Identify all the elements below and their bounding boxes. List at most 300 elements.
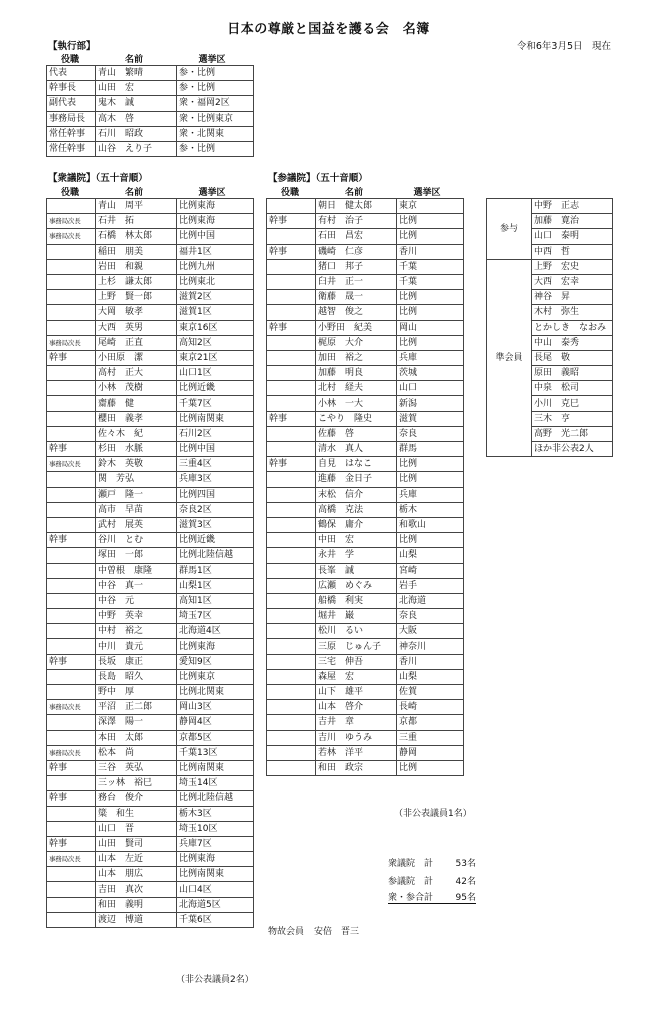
member-name: 上野 賢一郎: [96, 290, 177, 305]
jun-member-label: 準会員: [487, 259, 532, 456]
member-name: 三宅 伸吾: [316, 654, 397, 669]
member-name: 小川 克巳: [532, 396, 613, 411]
sangiin-row: [267, 457, 464, 472]
member-role: [47, 639, 96, 654]
member-name: 越智 俊之: [316, 305, 397, 320]
shugiin-row: [47, 442, 254, 457]
member-district: 新潟: [397, 396, 464, 411]
member-name: 三ッ林 裕巳: [96, 776, 177, 791]
member-role: [47, 624, 96, 639]
total-all-value: 95名: [455, 893, 476, 903]
member-role: [267, 548, 316, 563]
member-name: 加藤 明良: [316, 366, 397, 381]
member-district: 岩手: [397, 578, 464, 593]
shugiin-row: [47, 366, 254, 381]
member-role: [47, 669, 96, 684]
member-district: 比例中国: [177, 229, 254, 244]
member-role: 事務局次長: [47, 745, 96, 760]
shugiin-table: [46, 198, 254, 928]
member-district: 比例: [397, 229, 464, 244]
member-name: 高野 光二郎: [532, 426, 613, 441]
total-sangiin: [388, 874, 476, 887]
shugiin-row: [47, 411, 254, 426]
member-district: 比例近畿: [177, 381, 254, 396]
member-district: 兵庫: [397, 350, 464, 365]
col-role: 役職: [60, 188, 79, 198]
member-role: [47, 563, 96, 578]
total-sangiin-value: 42名: [455, 877, 476, 887]
member-district: 大阪: [397, 624, 464, 639]
shugiin-row: [47, 836, 254, 851]
member-name: 森屋 宏: [316, 669, 397, 684]
shugiin-row: [47, 305, 254, 320]
member-name: 齋藤 健: [96, 396, 177, 411]
member-district: 比例: [397, 214, 464, 229]
deceased-member: [268, 924, 359, 937]
sangiin-row: [267, 487, 464, 502]
executive-row: [47, 66, 254, 81]
member-role: [267, 609, 316, 624]
member-district: 比例東海: [177, 199, 254, 214]
sangiin-row: [267, 760, 464, 775]
shugiin-row: [47, 533, 254, 548]
sangiin-row: [267, 639, 464, 654]
member-district: 奈良: [397, 609, 464, 624]
member-role: 事務局次長: [47, 700, 96, 715]
sangiin-row: [267, 715, 464, 730]
member-district: 三重4区: [177, 457, 254, 472]
member-role: 幹事: [47, 442, 96, 457]
sangiin-row: [267, 366, 464, 381]
member-role: [267, 685, 316, 700]
member-role: [267, 502, 316, 517]
shugiin-row: [47, 821, 254, 836]
member-role: 幹事: [267, 214, 316, 229]
sangiin-row: [267, 745, 464, 760]
member-role: 幹事: [47, 791, 96, 806]
member-district: 比例北関東: [177, 685, 254, 700]
shugiin-row: [47, 487, 254, 502]
shugiin-row: [47, 320, 254, 335]
member-district: 比例南関東: [177, 867, 254, 882]
member-role: [47, 715, 96, 730]
member-district: 千葉: [397, 274, 464, 289]
member-role: [267, 442, 316, 457]
member-name: 中西 哲: [532, 244, 613, 259]
member-role: [47, 290, 96, 305]
member-district: 三重: [397, 730, 464, 745]
member-name: 武村 展英: [96, 517, 177, 532]
member-role: 幹事: [267, 320, 316, 335]
member-role: [47, 487, 96, 502]
deceased-label: 物故会員: [268, 927, 305, 937]
member-name: 三谷 英弘: [96, 760, 177, 775]
member-role: [267, 533, 316, 548]
sangiin-row: [267, 442, 464, 457]
member-role: [47, 897, 96, 912]
col-role: 役職: [60, 55, 79, 65]
executive-row: [47, 111, 254, 126]
member-district: 山口4区: [177, 882, 254, 897]
member-district: 兵庫7区: [177, 836, 254, 851]
member-name: 松本 尚: [96, 745, 177, 760]
member-role: [267, 700, 316, 715]
member-district: 滋賀2区: [177, 290, 254, 305]
member-name: 平沼 正二郎: [96, 700, 177, 715]
sangiin-row: [267, 229, 464, 244]
shugiin-row: [47, 593, 254, 608]
member-name: 神谷 昇: [532, 290, 613, 305]
member-role: 事務局次長: [47, 214, 96, 229]
member-role: 幹事: [47, 533, 96, 548]
page-title: 日本の尊厳と国益を護る会 名簿: [227, 22, 430, 37]
member-role: [267, 517, 316, 532]
member-district: 宮崎: [397, 563, 464, 578]
member-role: [267, 381, 316, 396]
shugiin-row: [47, 517, 254, 532]
jun-member-row: [487, 259, 613, 274]
sangiin-row: [267, 426, 464, 441]
sangiin-row: [267, 290, 464, 305]
member-name: 中曽根 康隆: [96, 563, 177, 578]
member-name: 山口 晋: [96, 821, 177, 836]
total-all-label: 衆・参合計: [388, 893, 434, 903]
shugiin-row: [47, 715, 254, 730]
member-role: [267, 472, 316, 487]
sangiin-row: [267, 517, 464, 532]
member-district: 東京16区: [177, 320, 254, 335]
member-role: [47, 912, 96, 927]
member-role: [47, 381, 96, 396]
member-district: 和歌山: [397, 517, 464, 532]
member-name: 山谷 えり子: [96, 141, 177, 156]
member-name: 衛藤 晟一: [316, 290, 397, 305]
member-role: [47, 305, 96, 320]
executive-table: [46, 65, 254, 157]
member-name: ほか非公表2人: [532, 442, 613, 457]
sangiin-row: [267, 259, 464, 274]
sangiin-row: [267, 624, 464, 639]
member-district: 埼玉10区: [177, 821, 254, 836]
sangiin-note: （非公表議員1名）: [394, 809, 472, 819]
shugiin-row: [47, 745, 254, 760]
member-district: 栃木: [397, 502, 464, 517]
member-district: 衆・福岡2区: [177, 96, 254, 111]
member-name: 吉川 ゆうみ: [316, 730, 397, 745]
shugiin-note: （非公表議員2名）: [176, 975, 254, 985]
member-district: 参・比例: [177, 141, 254, 156]
member-name: 中野 英幸: [96, 609, 177, 624]
member-district: 静岡4区: [177, 715, 254, 730]
member-district: 滋賀3区: [177, 517, 254, 532]
member-role: [267, 366, 316, 381]
member-role: [267, 624, 316, 639]
shugiin-row: [47, 199, 254, 214]
member-role: [47, 426, 96, 441]
shugiin-row: [47, 806, 254, 821]
member-district: 神奈川: [397, 639, 464, 654]
member-name: 中谷 真一: [96, 578, 177, 593]
member-name: 櫻田 義孝: [96, 411, 177, 426]
sangiin-row: [267, 548, 464, 563]
member-name: 石田 昌宏: [316, 229, 397, 244]
advisors-table: [486, 198, 613, 457]
member-name: 和田 政宗: [316, 760, 397, 775]
sangiin-row: [267, 305, 464, 320]
sangiin-row: [267, 700, 464, 715]
shugiin-row: [47, 214, 254, 229]
member-role: [47, 593, 96, 608]
member-name: 朝日 健太郎: [316, 199, 397, 214]
member-district: 比例: [397, 335, 464, 350]
member-role: [267, 487, 316, 502]
member-name: 中山 泰秀: [532, 335, 613, 350]
member-name: 和田 義明: [96, 897, 177, 912]
member-role: [47, 274, 96, 289]
member-name: 野中 厚: [96, 685, 177, 700]
member-role: [267, 654, 316, 669]
member-role: [267, 639, 316, 654]
deceased-name: 安倍 晋三: [314, 927, 360, 937]
sangiin-row: [267, 609, 464, 624]
member-district: 比例: [397, 290, 464, 305]
member-district: 石川2区: [177, 426, 254, 441]
sangiin-row: [267, 244, 464, 259]
sanyo-label: 参与: [487, 199, 532, 260]
member-name: 高木 啓: [96, 111, 177, 126]
member-name: 関 芳弘: [96, 472, 177, 487]
member-district: 衆・比例東京: [177, 111, 254, 126]
member-role: [267, 715, 316, 730]
member-role: [267, 730, 316, 745]
member-name: 中泉 松司: [532, 381, 613, 396]
total-shugiin: [388, 856, 476, 869]
sangiin-column-headers: [266, 185, 460, 198]
shugiin-row: [47, 274, 254, 289]
member-district: 千葉6区: [177, 912, 254, 927]
member-name: 磯崎 仁彦: [316, 244, 397, 259]
member-name: 吉田 真次: [96, 882, 177, 897]
member-name: 堀井 巌: [316, 609, 397, 624]
col-name: 名前: [344, 188, 363, 198]
total-shugiin-value: 53名: [455, 859, 476, 869]
member-name: 小林 茂樹: [96, 381, 177, 396]
shugiin-row: [47, 624, 254, 639]
member-name: 高橋 克法: [316, 502, 397, 517]
member-district: 北海道5区: [177, 897, 254, 912]
member-district: 山梨1区: [177, 578, 254, 593]
member-name: 北村 経夫: [316, 381, 397, 396]
member-role: 代表: [47, 66, 96, 81]
shugiin-row: [47, 259, 254, 274]
member-role: 幹事: [47, 654, 96, 669]
sangiin-row: [267, 214, 464, 229]
member-district: 参・比例: [177, 81, 254, 96]
member-district: 奈良2区: [177, 502, 254, 517]
member-name: 三原 じゅん子: [316, 639, 397, 654]
shugiin-row: [47, 472, 254, 487]
member-name: 長尾 敬: [532, 350, 613, 365]
shugiin-row: [47, 290, 254, 305]
member-district: 滋賀1区: [177, 305, 254, 320]
executive-column-headers: [46, 52, 250, 65]
member-district: 比例北陸信越: [177, 791, 254, 806]
shugiin-row: [47, 426, 254, 441]
member-district: 群馬: [397, 442, 464, 457]
member-name: 末松 信介: [316, 487, 397, 502]
member-role: [267, 199, 316, 214]
member-role: 幹事: [47, 836, 96, 851]
member-role: [47, 502, 96, 517]
member-name: 山本 左近: [96, 852, 177, 867]
member-name: 猪口 邦子: [316, 259, 397, 274]
member-role: 事務局長: [47, 111, 96, 126]
member-name: 進藤 金日子: [316, 472, 397, 487]
member-role: [267, 593, 316, 608]
shugiin-row: [47, 548, 254, 563]
member-role: 副代表: [47, 96, 96, 111]
member-district: 東京: [397, 199, 464, 214]
member-role: [47, 411, 96, 426]
member-role: [267, 350, 316, 365]
member-district: 山梨: [397, 669, 464, 684]
member-district: 山梨: [397, 548, 464, 563]
member-name: 青山 繁晴: [96, 66, 177, 81]
member-role: [47, 609, 96, 624]
member-role: [47, 821, 96, 836]
total-sangiin-label: 参議院 計: [388, 877, 434, 887]
member-district: 比例近畿: [177, 533, 254, 548]
member-district: 千葉13区: [177, 745, 254, 760]
member-district: 比例: [397, 533, 464, 548]
member-district: 比例: [397, 472, 464, 487]
shugiin-heading: 【衆議院】（五十音順）: [48, 173, 148, 184]
member-name: 清水 真人: [316, 442, 397, 457]
member-name: 尾崎 正直: [96, 335, 177, 350]
member-name: 瀬戸 隆一: [96, 487, 177, 502]
member-name: 自見 はなこ: [316, 457, 397, 472]
shugiin-row: [47, 502, 254, 517]
member-district: 比例北陸信越: [177, 548, 254, 563]
member-district: 京都5区: [177, 730, 254, 745]
member-name: 長島 昭久: [96, 669, 177, 684]
executive-heading: 【執行部】: [48, 41, 96, 52]
shugiin-column-headers: [46, 185, 250, 198]
shugiin-row: [47, 457, 254, 472]
member-name: 梶原 大介: [316, 335, 397, 350]
member-district: 愛知9区: [177, 654, 254, 669]
member-name: 中田 宏: [316, 533, 397, 548]
member-name: 中村 裕之: [96, 624, 177, 639]
member-district: 兵庫: [397, 487, 464, 502]
shugiin-row: [47, 350, 254, 365]
sangiin-table: [266, 198, 464, 776]
member-name: 山口 泰明: [532, 229, 613, 244]
sangiin-row: [267, 320, 464, 335]
member-name: 務台 俊介: [96, 791, 177, 806]
member-role: [47, 685, 96, 700]
member-role: 幹事: [47, 350, 96, 365]
member-district: 比例: [397, 305, 464, 320]
member-district: 北海道4区: [177, 624, 254, 639]
shugiin-row: [47, 791, 254, 806]
member-name: 岩田 和親: [96, 259, 177, 274]
member-role: [267, 396, 316, 411]
member-district: 京都: [397, 715, 464, 730]
col-name: 名前: [124, 55, 143, 65]
member-district: 岡山3区: [177, 700, 254, 715]
member-name: 松川 るい: [316, 624, 397, 639]
shugiin-row: [47, 685, 254, 700]
shugiin-row: [47, 760, 254, 775]
shugiin-row: [47, 381, 254, 396]
member-district: 千葉7区: [177, 396, 254, 411]
sangiin-row: [267, 685, 464, 700]
member-role: [47, 320, 96, 335]
member-name: 大西 英男: [96, 320, 177, 335]
member-district: 山口1区: [177, 366, 254, 381]
member-role: [267, 259, 316, 274]
member-name: 鬼木 誠: [96, 96, 177, 111]
col-district: 選挙区: [198, 55, 226, 65]
member-role: [267, 305, 316, 320]
member-role: [47, 199, 96, 214]
member-role: 幹事: [47, 760, 96, 775]
member-role: [47, 517, 96, 532]
member-role: [267, 578, 316, 593]
member-district: 岡山: [397, 320, 464, 335]
member-district: 比例中国: [177, 442, 254, 457]
shugiin-row: [47, 700, 254, 715]
member-role: [47, 259, 96, 274]
member-name: 石井 拓: [96, 214, 177, 229]
member-district: 比例東海: [177, 639, 254, 654]
member-role: [267, 426, 316, 441]
member-name: 山本 朋広: [96, 867, 177, 882]
member-district: 福井1区: [177, 244, 254, 259]
member-name: 原田 義昭: [532, 366, 613, 381]
member-name: 高村 正大: [96, 366, 177, 381]
member-district: 東京21区: [177, 350, 254, 365]
member-name: 深澤 陽一: [96, 715, 177, 730]
member-role: 常任幹事: [47, 126, 96, 141]
total-shugiin-label: 衆議院 計: [388, 859, 434, 869]
member-district: 高知2区: [177, 335, 254, 350]
member-district: 比例: [397, 760, 464, 775]
member-role: [267, 229, 316, 244]
member-name: 永井 学: [316, 548, 397, 563]
member-district: 衆・北関東: [177, 126, 254, 141]
member-district: 高知1区: [177, 593, 254, 608]
member-role: 事務局次長: [47, 229, 96, 244]
member-name: 小林 一大: [316, 396, 397, 411]
member-role: [47, 776, 96, 791]
member-name: 臼井 正一: [316, 274, 397, 289]
member-name: 山下 雄平: [316, 685, 397, 700]
member-name: 山本 啓介: [316, 700, 397, 715]
member-name: とかしき なおみ: [532, 320, 613, 335]
sangiin-row: [267, 502, 464, 517]
member-name: 石川 昭政: [96, 126, 177, 141]
col-district: 選挙区: [198, 188, 226, 198]
member-name: 若林 洋平: [316, 745, 397, 760]
member-district: 香川: [397, 654, 464, 669]
member-name: 簗 和生: [96, 806, 177, 821]
member-name: こやり 隆史: [316, 411, 397, 426]
member-name: 佐藤 啓: [316, 426, 397, 441]
sangiin-row: [267, 396, 464, 411]
sangiin-row: [267, 411, 464, 426]
